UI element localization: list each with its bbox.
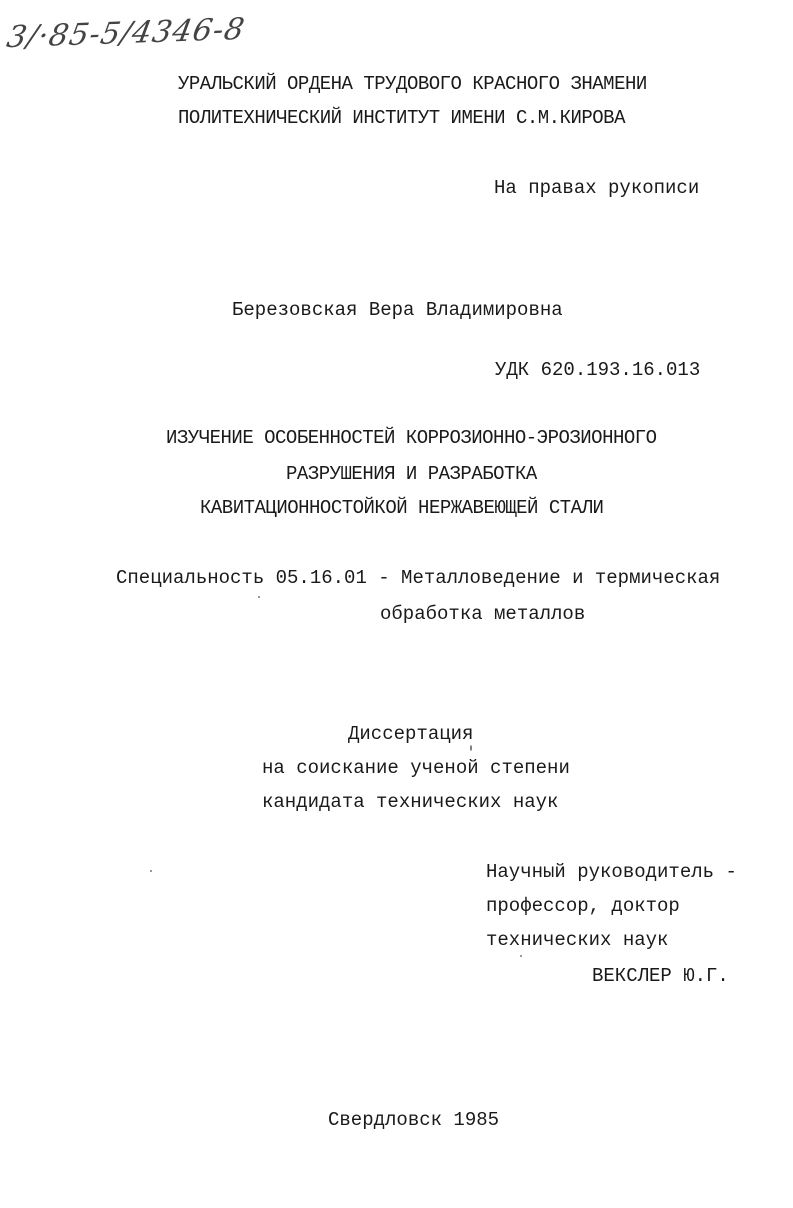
specialty-line-2: обработка металлов: [380, 603, 586, 625]
title-line-3: КАВИТАЦИОННОСТОЙКОЙ НЕРЖАВЕЮЩЕЙ СТАЛИ: [200, 497, 604, 519]
supervisor-line-1: Научный руководитель -: [486, 861, 737, 883]
specialty-line-1: Специальность 05.16.01 - Металловедение и термическая: [116, 567, 721, 589]
dissertation-degree-line-2: кандидата технических наук: [262, 791, 559, 813]
scan-speck: [258, 596, 260, 598]
udc-code: УДК 620.193.16.013: [495, 359, 701, 381]
supervisor-name: ВЕКСЛЕР Ю.Г.: [592, 965, 729, 987]
institution-line-2: ПОЛИТЕХНИЧЕСКИЙ ИНСТИТУТ ИМЕНИ С.М.КИРОВА: [178, 107, 625, 129]
scan-speck: [150, 870, 152, 872]
institution-line-1: УРАЛЬСКИЙ ОРДЕНА ТРУДОВОГО КРАСНОГО ЗНАМЕНИ: [178, 73, 647, 95]
handwritten-archive-number: 3/·85-5/4346-8: [4, 11, 248, 56]
supervisor-line-2: профессор, доктор: [486, 895, 680, 917]
title-line-2: РАЗРУШЕНИЯ И РАЗРАБОТКА: [286, 463, 537, 485]
author-name: Березовская Вера Владимировна: [232, 299, 563, 321]
place-and-year: Свердловск 1985: [328, 1109, 500, 1131]
scan-speck: [520, 955, 522, 957]
manuscript-rights: На правах рукописи: [494, 177, 700, 199]
title-line-1: ИЗУЧЕНИЕ ОСОБЕННОСТЕЙ КОРРОЗИОННО-ЭРОЗИОННОГО: [166, 427, 657, 449]
scan-speck: [470, 745, 472, 751]
dissertation-label: Диссертация: [348, 723, 474, 745]
dissertation-degree-line-1: на соискание ученой степени: [262, 757, 570, 779]
supervisor-line-3: технических наук: [486, 929, 669, 951]
